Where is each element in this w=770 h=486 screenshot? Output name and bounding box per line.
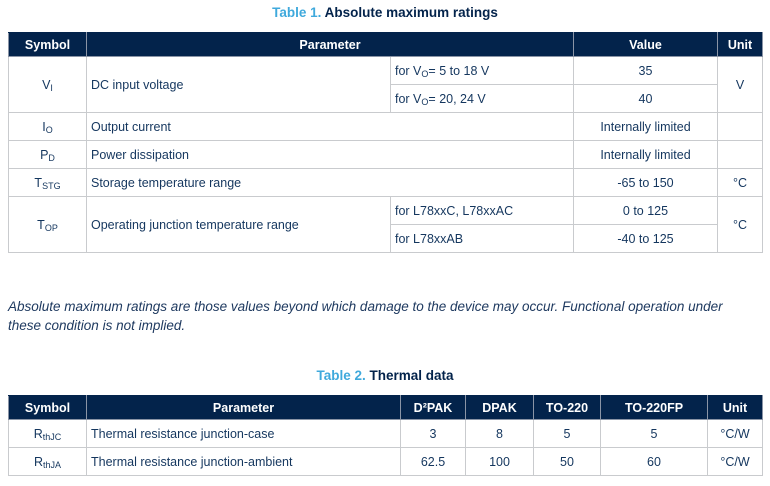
symbol-rthjc — [9, 420, 87, 448]
unit-cell — [718, 141, 763, 169]
symbol-base: V — [42, 77, 51, 92]
symbol-base: T — [34, 175, 43, 190]
value-cell: 0 to 125 — [574, 197, 718, 225]
table-row — [9, 448, 763, 476]
unit-cell: V — [718, 57, 763, 113]
symbol-base: P — [40, 147, 49, 162]
symbol-subscript: O — [45, 124, 53, 135]
table2-header-to220fp: TO-220FP — [601, 396, 708, 420]
value-cell: Internally limited — [574, 141, 718, 169]
symbol-subscript: thJC — [42, 431, 62, 442]
symbol-tstg — [9, 169, 87, 197]
table2-header-parameter: Parameter — [87, 396, 401, 420]
symbol-subscript: STG — [42, 180, 61, 191]
table-row — [9, 169, 763, 197]
condition-cell — [391, 57, 574, 85]
value-cell-dpak: 100 — [466, 448, 534, 476]
table1-header-value: Value — [574, 33, 718, 57]
symbol-pd — [9, 141, 87, 169]
value-cell: 40 — [574, 85, 718, 113]
condition-cell — [391, 85, 574, 113]
table-row — [9, 197, 763, 225]
condition-cell: for L78xxAB — [391, 225, 574, 253]
parameter-cell: Storage temperature range — [87, 169, 574, 197]
table2-caption-title: Thermal data — [369, 368, 454, 383]
value-cell: Internally limited — [574, 113, 718, 141]
condition-text: for V — [395, 63, 422, 78]
parameter-cell: Power dissipation — [87, 141, 574, 169]
table2-header-dpak: DPAK — [466, 396, 534, 420]
absolute-maximum-ratings-table — [8, 32, 763, 253]
symbol-top — [9, 197, 87, 253]
table1-caption — [0, 0, 770, 21]
condition-text: = 20, 24 V — [428, 91, 486, 106]
absolute-maximum-note: Absolute maximum ratings are those values beyond which damage to the device may occur. Functional operation under these condition is not implied. — [8, 299, 723, 333]
symbol-subscript: thJA — [43, 459, 62, 470]
table2-header-unit: Unit — [708, 396, 763, 420]
table-row — [9, 57, 763, 85]
parameter-cell: DC input voltage — [87, 57, 391, 113]
table2-header-row — [9, 396, 763, 420]
table1-header-row — [9, 33, 763, 57]
condition-text: for V — [395, 91, 422, 106]
symbol-vi — [9, 57, 87, 113]
symbol-subscript: D — [48, 152, 55, 163]
table-row — [9, 420, 763, 448]
unit-cell: °C — [718, 169, 763, 197]
unit-cell: °C — [718, 197, 763, 253]
parameter-cell: Thermal resistance junction-case — [87, 420, 401, 448]
table1-caption-number: Table 1. — [272, 5, 322, 20]
symbol-base: T — [37, 217, 45, 232]
table1-header-unit: Unit — [718, 33, 763, 57]
unit-cell: °C/W — [708, 420, 763, 448]
table-row — [9, 141, 763, 169]
table1-header-parameter: Parameter — [87, 33, 574, 57]
unit-cell — [718, 113, 763, 141]
parameter-cell: Output current — [87, 113, 574, 141]
value-cell-d2pak: 3 — [401, 420, 466, 448]
table2-caption — [0, 368, 770, 384]
condition-subscript: O — [421, 68, 429, 79]
table-row — [9, 113, 763, 141]
value-cell-to220fp: 5 — [601, 420, 708, 448]
value-cell-to220fp: 60 — [601, 448, 708, 476]
symbol-io — [9, 113, 87, 141]
symbol-base: R — [33, 426, 43, 441]
symbol-rthja — [9, 448, 87, 476]
parameter-cell: Thermal resistance junction-ambient — [87, 448, 401, 476]
value-cell-d2pak: 62.5 — [401, 448, 466, 476]
symbol-subscript: I — [50, 82, 53, 93]
symbol-base: R — [33, 454, 43, 469]
value-cell: 35 — [574, 57, 718, 85]
unit-cell: °C/W — [708, 448, 763, 476]
table2-header-symbol: Symbol — [9, 396, 87, 420]
condition-subscript: O — [421, 96, 429, 107]
value-cell-to220: 5 — [534, 420, 601, 448]
symbol-subscript: OP — [44, 222, 58, 233]
table2-header-to220: TO-220 — [534, 396, 601, 420]
parameter-cell: Operating junction temperature range — [87, 197, 391, 253]
symbol-base: I — [42, 119, 46, 134]
condition-cell: for L78xxC, L78xxAC — [391, 197, 574, 225]
condition-text: = 5 to 18 V — [428, 63, 490, 78]
value-cell-to220: 50 — [534, 448, 601, 476]
value-cell: -65 to 150 — [574, 169, 718, 197]
value-cell-dpak: 8 — [466, 420, 534, 448]
thermal-data-table — [8, 395, 763, 476]
table1-header-symbol: Symbol — [9, 33, 87, 57]
table1-caption-title: Absolute maximum ratings — [324, 5, 498, 20]
table2-header-d2pak: D²PAK — [401, 396, 466, 420]
value-cell: -40 to 125 — [574, 225, 718, 253]
table2-caption-number: Table 2. — [316, 368, 366, 383]
